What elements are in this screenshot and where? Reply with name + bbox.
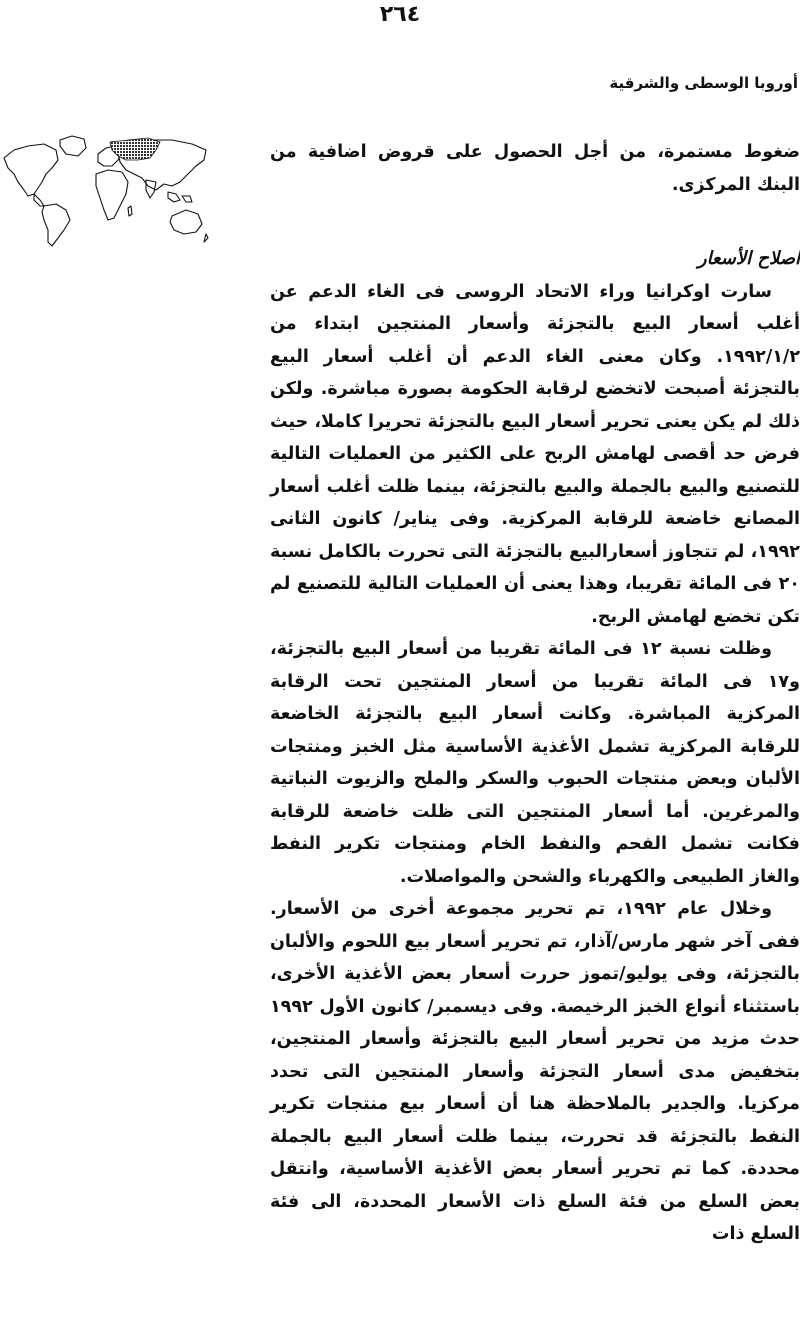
world-map-icon xyxy=(0,130,210,248)
body-text xyxy=(270,136,800,1251)
running-header: أوروبا الوسطى والشرقية xyxy=(609,74,798,92)
page-number: ٢٦٤ xyxy=(379,2,421,27)
paragraph: وخلال عام ١٩٩٢، تم تحرير مجموعة أخرى من الأسعار. ففى آخر شهر مارس/آذار، تم تحرير أسعار بيع اللحوم والألبان بالتجزئة، وفى يوليو/تموز حررت أسعار بعض الأغذية الأخرى، باستثناء أنواع الخبز الرخيصة. وفى ديسمبر/ كانون الأول ١٩٩٢ حدث مزيد من تحرير أسعار البيع بالتجزئة وأسعار المنتجين، بتخفيض مدى أسعار التجزئة وأسعار المنتجين التى تحدد مركزيا. والجدير بالملاحظة هنا أن أسعار بيع منتجات تكرير النفط بالتجزئة قد تحررت، بينما ظلت أسعار البيع بالجملة محددة. كما تم تحرير أسعار بعض الأغذية الأساسية، وانتقل بعض السلع من فئة السلع ذات الأسعار المحددة، الى فئة السلع ذات xyxy=(270,899,800,1244)
section-heading: اصلاح الأسعار xyxy=(697,248,800,269)
paragraph: وظلت نسبة ١٢ فى المائة تقريبا من أسعار البيع بالتجزئة، و١٧ فى المائة تقريبا من أسعار المنتجين تحت الرقابة المركزية المباشرة. وكانت أسعار البيع بالتجزئة الخاضعة للرقابة المركزية تشمل الأغذية الأساسية مثل الخبز ومنتجات الألبان وبعض منتجات الحبوب والسكر والملح والزيوت النباتية والمرغرين. أما أسعار المنتجين التى ظلت خاضعة للرقابة فكانت تشمل الفحم والنفط الخام ومنتجات تكرير النفط والغاز الطبيعى والكهرباء والشحن والمواصلات. xyxy=(270,639,800,887)
paragraph: سارت اوكرانيا وراء الاتحاد الروسى فى الغاء الدعم عن أغلب أسعار البيع بالتجزئة وأسعار المنتجين ابتداء من ١٩٩٢/١/٢. وكان معنى الغاء الدعم أن أغلب أسعار البيع بالتجزئة أصبحت لاتخضع لرقابة الحكومة بصورة مباشرة. ولكن ذلك لم يكن يعنى تحرير أسعار البيع بالتجزئة تحريرا كاملا، حيث فرض حد أقصى لهامش الربح على الكثير من العمليات التالية للتصنيع والبيع بالجملة والبيع بالتجزئة، بينما ظلت أغلب أسعار المصانع خاضعة للرقابة المركزية. وفى يناير/ كانون الثانى ١٩٩٢، لم تتجاوز أسعارالبيع بالتجزئة التى تحررت بالكامل نسبة ٢٠ فى المائة تقريبا، وهذا يعنى أن العمليات التالية للتصنيع لم تكن تخضع لهامش الربح. xyxy=(270,281,800,627)
intro-paragraph: ضغوط مستمرة، من أجل الحصول على قروض اضافية من البنك المركزى. xyxy=(270,142,800,195)
